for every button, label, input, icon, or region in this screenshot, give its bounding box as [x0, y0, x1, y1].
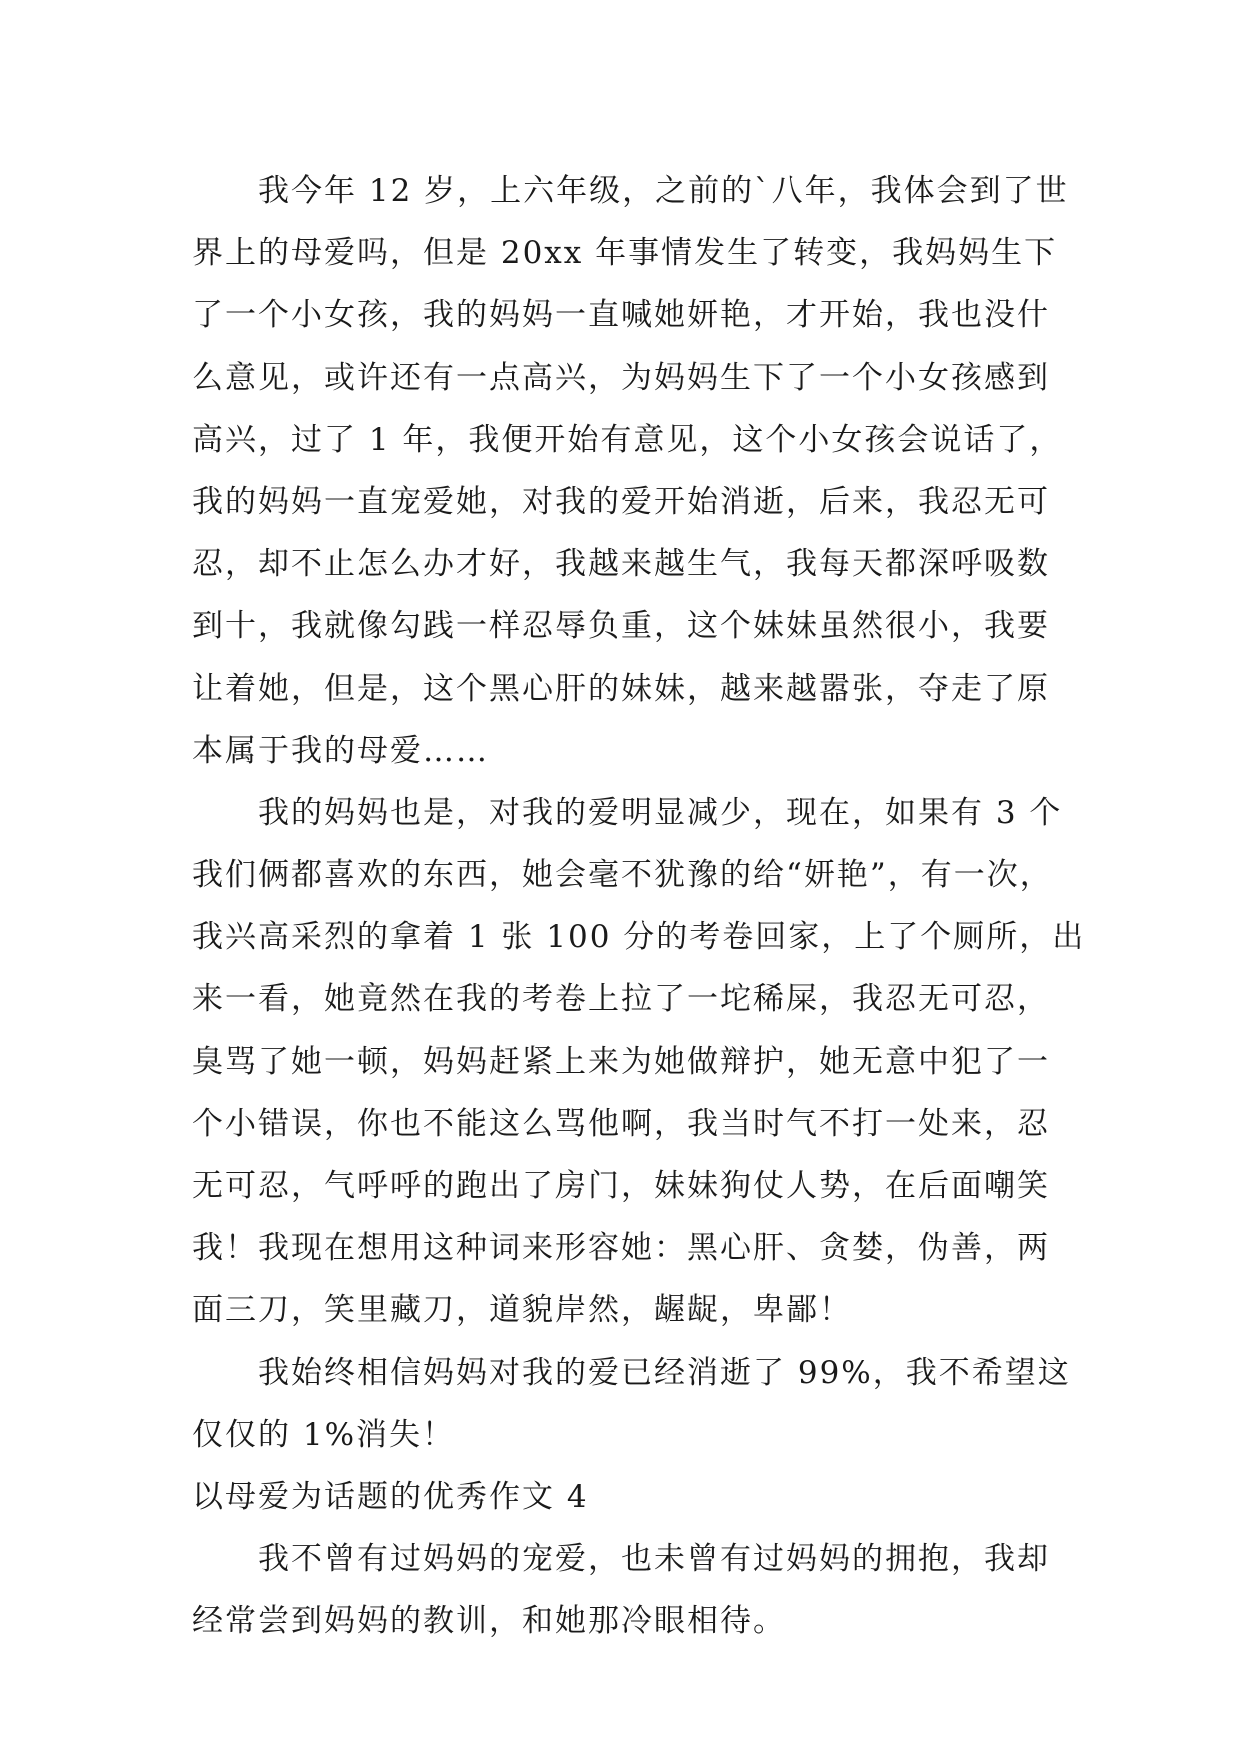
section-heading: 以母爱为话题的优秀作文 4	[192, 1478, 589, 1515]
paragraph-4	[192, 1528, 1052, 1652]
paragraph-1	[192, 160, 1069, 782]
paragraph-line: 界上的母爱吗，但是 20xx 年事情发生了转变，我妈妈生下	[192, 235, 1058, 272]
paragraph-line: 高兴，过了 1 年，我便开始有意见，这个小女孩会说话了，	[192, 421, 1063, 458]
paragraph-line: 我今年 12 岁，上六年级，之前的`八年，我体会到了世	[258, 173, 1069, 209]
paragraph-3	[192, 1342, 1071, 1466]
paragraph-line: 我始终相信妈妈对我的爱已经消逝了 99%，我不希望这	[258, 1354, 1071, 1391]
paragraph-line: 我的妈妈也是，对我的爱明显减少，现在，如果有 3 个	[258, 794, 1063, 831]
paragraph-2	[192, 782, 1086, 1342]
paragraph-line: 我不曾有过妈妈的宠爱，也未曾有过妈妈的拥抱，我却	[258, 1541, 1050, 1578]
paragraph-line: 经常尝到妈妈的教训，和她那冷眼相待。	[192, 1603, 786, 1640]
paragraph-line: 我！我现在想用这种词来形容她：黑心肝、贪婪，伪善，两	[192, 1230, 1050, 1267]
paragraph-line: 我兴高采烈的拿着 1 张 100 分的考卷回家，上了个厕所，出	[192, 919, 1086, 956]
paragraph-line: 来一看，她竟然在我的考卷上拉了一坨稀屎，我忍无可忍，	[192, 981, 1050, 1018]
paragraph-line: 么意见，或许还有一点高兴，为妈妈生下了一个小女孩感到	[192, 359, 1050, 396]
paragraph-line: 面三刀，笑里藏刀，道貌岸然，龌龊，卑鄙！	[192, 1292, 852, 1329]
paragraph-line: 忍，却不止怎么办才好，我越来越生气，我每天都深呼吸数	[192, 546, 1050, 583]
essay-body	[192, 160, 1086, 1653]
paragraph-line: 个小错误，你也不能这么骂他啊，我当时气不打一处来，忍	[192, 1105, 1050, 1142]
paragraph-line: 无可忍，气呼呼的跑出了房门，妹妹狗仗人势，在后面嘲笑	[192, 1168, 1050, 1204]
paragraph-line: 仅仅的 1%消失！	[192, 1416, 456, 1453]
paragraph-line: 我们俩都喜欢的东西，她会毫不犹豫的给“妍艳”，有一次，	[192, 857, 1053, 894]
paragraph-line: 本属于我的母爱……	[192, 732, 489, 769]
paragraph-line: 到十，我就像勾践一样忍辱负重，这个妹妹虽然很小，我要	[192, 608, 1050, 645]
paragraph-line: 我的妈妈一直宠爱她，对我的爱开始消逝，后来，我忍无可	[192, 483, 1050, 520]
paragraph-line: 了一个小女孩，我的妈妈一直喊她妍艳，才开始，我也没什	[192, 297, 1050, 334]
paragraph-line: 臭骂了她一顿，妈妈赶紧上来为她做辩护，她无意中犯了一	[192, 1043, 1050, 1080]
paragraph-line: 让着她，但是，这个黑心肝的妹妹，越来越嚣张，夺走了原	[192, 670, 1050, 707]
